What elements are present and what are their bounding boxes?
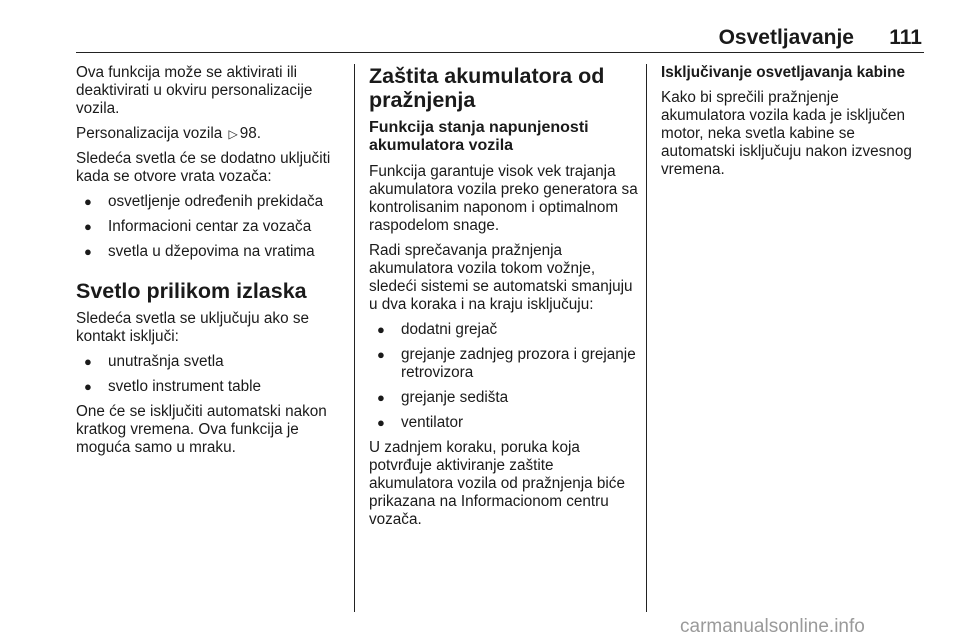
list-item: ● Informacioni centar za vozača xyxy=(84,218,312,235)
page-number: 111 xyxy=(889,26,922,49)
list-item: ● grejanje zadnjeg prozora i grejanje retrovizora xyxy=(377,346,636,381)
column-right xyxy=(661,64,927,186)
section-title: Osvetljavanje xyxy=(718,26,854,49)
paragraph: Funkcija garantuje visok vek trajanja akumulatora vozila preko generatora sa kontrolisanim naponom i optimalnom raspodelom snage. xyxy=(369,163,638,234)
bullet-icon: ● xyxy=(84,244,92,259)
bullet-list xyxy=(76,193,348,261)
list-item: ● grejanje sedišta xyxy=(377,389,509,406)
watermark: carmanualsonline.info xyxy=(680,616,865,637)
bullet-icon: ● xyxy=(84,194,92,209)
list-item: ● ventilator xyxy=(377,414,464,431)
column-divider xyxy=(646,64,647,612)
list-item: ● svetlo instrument table xyxy=(84,378,262,395)
bullet-icon: ● xyxy=(377,347,385,362)
paragraph: Ova funkcija može se aktivirati ili deaktivirati u okviru personalizacije vozila. xyxy=(76,64,313,117)
list-item: ● dodatni grejač xyxy=(377,321,498,338)
bullet-icon: ● xyxy=(84,219,92,234)
paragraph: Radi sprečavanja pražnjenja akumulatora vozila tokom vožnje, sledeći sistemi se automatski smanjuju u dva koraka i na kraju isključuju: xyxy=(369,242,633,313)
list-item: ● svetla u džepovima na vratima xyxy=(84,243,315,260)
paragraph: One će se isključiti automatski nakon kratkog vremena. Ova funkcija je moguća samo u mraku. xyxy=(76,403,327,456)
list-item: ● osvetljenje određenih prekidača xyxy=(84,193,324,210)
list-item: ● unutrašnja svetla xyxy=(84,353,224,370)
paragraph: Kako bi sprečili pražnjenje akumulatora vozila kada je isključen motor, neka svetla kabine se automatski isključuju nakon izvesnog vremena. xyxy=(661,89,912,178)
bullet-list xyxy=(76,353,348,396)
page-header xyxy=(76,22,924,53)
paragraph: Sledeća svetla se uključuju ako se kontakt isključi: xyxy=(76,310,309,345)
paragraph: U zadnjem koraku, poruka koja potvrđuje aktiviranje zaštite akumulatora vozila od pražnjenja biće prikazana na Informacionom centru vozača. xyxy=(369,439,625,528)
subsection-heading: Funkcija stanja napunjenosti akumulatora vozila xyxy=(369,119,589,154)
bullet-icon: ● xyxy=(377,322,385,337)
bullet-list xyxy=(369,321,639,432)
bullet-icon: ● xyxy=(84,379,92,394)
bullet-icon: ● xyxy=(377,390,385,405)
section-heading: Zaštita akumulatora od pražnjenja xyxy=(369,64,605,112)
subsection-heading: Isključivanje osvetljavanja kabine xyxy=(661,64,906,81)
section-heading: Svetlo prilikom izlaska xyxy=(76,279,307,303)
bullet-icon: ● xyxy=(377,415,385,430)
paragraph-reference xyxy=(76,125,348,143)
column-middle xyxy=(369,64,639,536)
column-left xyxy=(76,64,348,464)
reference-text: Personalizacija vozila xyxy=(76,125,223,142)
paragraph: Sledeća svetla će se dodatno uključiti kada se otvore vrata vozača: xyxy=(76,150,331,185)
bullet-icon: ● xyxy=(84,354,92,369)
column-divider xyxy=(354,64,355,612)
reference-page-link[interactable]: 98. xyxy=(239,125,261,142)
arrow-reference-icon: ▷ xyxy=(228,127,238,141)
